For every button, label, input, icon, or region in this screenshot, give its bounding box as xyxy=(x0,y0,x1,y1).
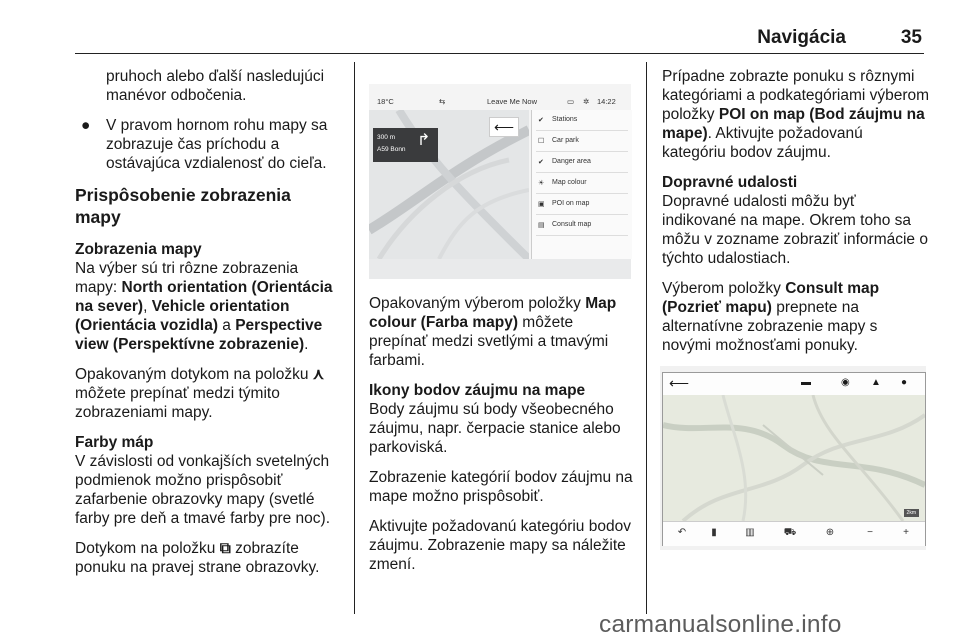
orientation-icon: ⋏ xyxy=(312,366,325,383)
paragraph-toggle-view: Opakovaným dotykom na položku ⋏ môžete prepínať medzi týmito zobrazeniami mapy. xyxy=(75,366,325,421)
subheading-map-colours: Farby máp xyxy=(75,434,154,451)
subheading-traffic-events: Dopravné udalosti xyxy=(662,174,798,191)
map-icon: ▭ xyxy=(567,97,575,106)
back-button[interactable]: ⟵ xyxy=(489,117,519,137)
column-divider-left xyxy=(354,62,355,614)
car-icon[interactable]: ◉ xyxy=(841,377,850,388)
paragraph-map-views: Na výber sú tri rôzne zobrazenia mapy: North orientation (Orientácia na sever), Vehicle orientation (Orientácia vozidla) a Perspective view (Perspektívne zobrazenie). xyxy=(75,260,333,353)
status-bar xyxy=(369,92,631,110)
bullet-text: V pravom hornom rohu mapy sa zobrazuje čas príchodu a ostávajúca vzdialenosť do cieľa. xyxy=(106,117,328,172)
undo-icon[interactable]: ↶ xyxy=(677,527,687,538)
route-label: Leave Me Now xyxy=(487,97,538,106)
poi-icon: ▣ xyxy=(538,201,545,208)
map-toolbar-top xyxy=(663,373,925,395)
paragraph-consult-map: Výberom položky Consult map (Pozrieť mapu) prepnete na alternatívne zobrazenie mapy s novými možnosťami ponuky. xyxy=(662,280,880,354)
zoom-out-icon[interactable]: − xyxy=(867,527,873,538)
bullet-item xyxy=(75,116,341,173)
terrain-map xyxy=(663,395,925,521)
scale-indicator: 2km xyxy=(904,509,919,517)
back-button[interactable]: ⟵ xyxy=(669,375,690,391)
compass-icon[interactable]: ▲ xyxy=(871,377,881,388)
menu-item-poi-on-map[interactable]: ▣ POI on map xyxy=(536,194,628,215)
menu-item-map-colour[interactable]: ☀ Map colour xyxy=(536,173,628,194)
zoom-in-icon[interactable]: + xyxy=(903,527,909,538)
menu-item-consult-map[interactable]: ▤ Consult map xyxy=(536,215,628,236)
right-column xyxy=(662,67,930,366)
continued-text: pruhoch alebo ďalší nasledujúci manévor odbočenia. xyxy=(106,68,325,104)
parking-icon[interactable]: ▥ xyxy=(745,527,755,538)
fuel-icon[interactable]: ▮ xyxy=(711,527,717,538)
map-menu xyxy=(531,110,632,259)
paragraph-poi-definition: Body záujmu sú body všeobecného záujmu, napr. čerpacie stanice alebo parkoviská. xyxy=(369,401,621,456)
middle-column xyxy=(369,294,635,585)
temperature: 18°C xyxy=(377,97,394,106)
paragraph-map-colours: V závislosti od vonkajších svetelných podmienok možno prispôsobiť zafarbenie obrazovky mapy (svetlé farby pre deň a tmavé farby pre noc). xyxy=(75,453,331,527)
paragraph-poi-customize: Zobrazenie kategórií bodov záujmu na mape možno prispôsobiť. xyxy=(369,469,633,505)
paragraph-poi-activate: Aktivujte požadovanú kategóriu bodov záujmu. Zobrazenie mapy sa náležite zmení. xyxy=(369,518,631,573)
subheading-map-views: Zobrazenia mapy xyxy=(75,241,202,258)
page-header-title: Navigácia xyxy=(757,27,846,48)
center-icon[interactable]: ⊕ xyxy=(825,527,835,538)
phone-icon: ⇆ xyxy=(439,97,446,106)
column-divider-right xyxy=(646,62,647,614)
traffic-icon[interactable]: ▬ xyxy=(801,377,811,388)
page-number: 35 xyxy=(900,27,922,48)
paragraph-traffic-events: Dopravné udalosti môžu byť indikované na mape. Okrem toho sa môžu v zozname zobraziť informácie o týchto udalostiach. xyxy=(662,193,928,267)
paragraph-poi-menu: Prípadne zobrazte ponuku s rôznymi kategóriami a podkategóriami výberom položky POI on map (Bod záujmu na mape). Aktivujte požadovanú kategóriu bodov záujmu. xyxy=(662,68,930,161)
stop-icon[interactable]: ● xyxy=(901,377,908,388)
clock: 14:22 xyxy=(597,97,616,106)
map-area xyxy=(663,395,925,521)
header-rule xyxy=(75,53,924,54)
check-icon: ✔ xyxy=(538,117,544,124)
left-column xyxy=(75,67,341,588)
checkbox-icon: ☐ xyxy=(538,138,545,145)
section-heading: Prispôsobenie zobrazenia mapy xyxy=(75,185,291,227)
check-icon: ✔ xyxy=(538,159,544,166)
subheading-poi-icons: Ikony bodov záujmu na mape xyxy=(369,382,586,399)
sun-icon: ☀ xyxy=(538,180,545,187)
nav-screen-menu-image xyxy=(369,84,631,279)
bullet-dot: ● xyxy=(81,117,91,134)
traffic-icon[interactable]: ⛟ xyxy=(783,527,797,538)
watermark: carmanualsonline.info xyxy=(599,611,842,638)
menu-icon: ⧉ xyxy=(219,540,231,557)
paragraph-map-colour: Opakovaným výberom položky Map colour (Farba mapy) môžete prepínať medzi svetlými a tmavými farbami. xyxy=(369,295,617,369)
menu-item-car-park[interactable]: ☐ Car park xyxy=(536,131,628,152)
turn-arrow-icon: ↱ xyxy=(417,132,431,149)
menu-item-danger-area[interactable]: ✔ Danger area xyxy=(536,152,628,173)
list-icon: ▤ xyxy=(538,222,545,229)
consult-map-screen-image xyxy=(660,366,926,550)
paragraph-menu: Dotykom na položku ⧉ zobrazíte ponuku na pravej strane obrazovky. xyxy=(75,540,320,576)
maneuver-box: 300 m A59 Bonn ↱ xyxy=(373,128,438,162)
menu-item-stations[interactable]: ✔ Stations xyxy=(536,110,628,131)
map-toolbar-bottom xyxy=(663,521,925,546)
settings-icon: ✲ xyxy=(583,97,590,106)
